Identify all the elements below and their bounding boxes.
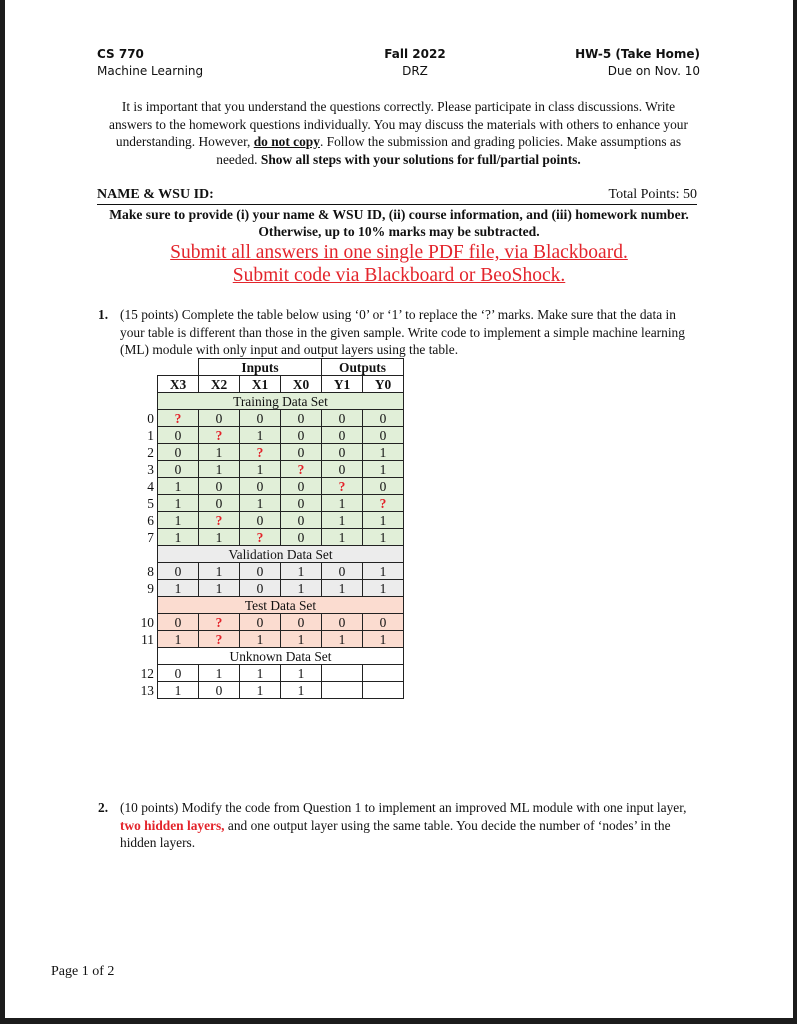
table-cell-x1: 1 [240, 682, 281, 699]
section-label: Unknown Data Set [158, 648, 404, 665]
table-cell-x3: ? [158, 410, 199, 427]
row-index: 5 [130, 495, 158, 512]
table-row [130, 427, 404, 444]
table-cell-x1: 0 [240, 614, 281, 631]
table-cell-y0: 1 [363, 580, 404, 597]
table-cell-x2: ? [199, 427, 240, 444]
column-header-y1: Y1 [322, 376, 363, 393]
table-cell-x1: 0 [240, 410, 281, 427]
table-cell-y1 [322, 682, 363, 699]
table-cell-x3: 0 [158, 614, 199, 631]
intro-text-1: It is important that you understand the questions correctly. Please participate in class discussions. Write answers to the homework questions individually. You may discuss the materials with others to enhance your understanding. However, [109, 99, 688, 149]
table-row [130, 563, 404, 580]
frame-left-edge [0, 0, 5, 1024]
question-2-text-1: (10 points) Modify the code from Question 1 to implement an improved ML module with one input layer, [120, 800, 687, 815]
page-number: Page 1 of 2 [51, 964, 115, 979]
question-1 [98, 306, 698, 359]
data-table [130, 358, 404, 699]
table-cell-y0: 0 [363, 410, 404, 427]
table-cell-y1: 1 [322, 529, 363, 546]
table-row [130, 580, 404, 597]
row-index: 11 [130, 631, 158, 648]
table-cell-y1 [322, 665, 363, 682]
table-cell-x2: 1 [199, 563, 240, 580]
table-cell-y0: 1 [363, 461, 404, 478]
row-index: 12 [130, 665, 158, 682]
table-cell-x0: 0 [281, 444, 322, 461]
table-cell-x2: 1 [199, 461, 240, 478]
row-index: 7 [130, 529, 158, 546]
frame-right-edge [793, 0, 797, 1024]
table-cell-x1: 0 [240, 478, 281, 495]
table-cell-x2: ? [199, 512, 240, 529]
table-cell-y0: 1 [363, 529, 404, 546]
table-row [130, 682, 404, 699]
table-cell-x1: ? [240, 444, 281, 461]
table-cell-x3: 0 [158, 427, 199, 444]
total-points: Total Points: 50 [608, 187, 697, 202]
section-label: Training Data Set [158, 393, 404, 410]
table-cell-x1: 0 [240, 563, 281, 580]
table-cell-x2: 0 [199, 478, 240, 495]
table-cell-y1: 0 [322, 563, 363, 580]
table-cell-x0: 0 [281, 427, 322, 444]
table-cell-x3: 1 [158, 580, 199, 597]
section-row [130, 546, 404, 563]
table-cell-y1: 0 [322, 461, 363, 478]
table-cell-y1: 0 [322, 444, 363, 461]
question-1-text: (15 points) Complete the table below using ‘0’ or ‘1’ to replace the ‘?’ marks. Make sure that the data in your table is different than those in the given sample. Write code to implement a simple machine learning (ML) module with only input and output layers using the table. [120, 307, 685, 357]
frame-bottom-edge [0, 1018, 797, 1024]
table-corner [130, 359, 158, 376]
table-cell-y0: 0 [363, 478, 404, 495]
table-cell-y0: 1 [363, 631, 404, 648]
table-cell-x2: 0 [199, 410, 240, 427]
row-index: 8 [130, 563, 158, 580]
table-cell-x3: 1 [158, 529, 199, 546]
course-subject: Machine Learning [97, 64, 204, 78]
table-cell-x1: 0 [240, 580, 281, 597]
table-cell-x1: ? [240, 529, 281, 546]
table-cell-y1: 1 [322, 631, 363, 648]
table-cell-x2: 1 [199, 665, 240, 682]
table-cell-y0: 1 [363, 512, 404, 529]
header-left [97, 46, 203, 80]
table-cell-x1: 1 [240, 461, 281, 478]
intro-bold-end: Show all steps with your solutions for full/partial points. [260, 151, 581, 167]
group-inputs: Inputs [199, 359, 322, 376]
header-right [575, 46, 700, 80]
table-cell-x2: 1 [199, 529, 240, 546]
table-cell-y0: ? [363, 495, 404, 512]
course-code: CS 770 [97, 47, 144, 61]
row-index: 9 [130, 580, 158, 597]
table-row [130, 444, 404, 461]
question-2-number: 2. [98, 800, 109, 815]
table-group-header-row [130, 359, 404, 376]
table-cell-y0: 1 [363, 444, 404, 461]
section-row [130, 648, 404, 665]
table-row [130, 410, 404, 427]
table-cell-y0: 1 [363, 563, 404, 580]
row-index: 3 [130, 461, 158, 478]
table-corner-x3 [158, 359, 199, 376]
table-row [130, 461, 404, 478]
table-cell-x2: ? [199, 614, 240, 631]
table-cell-x2: 1 [199, 444, 240, 461]
question-2 [98, 799, 698, 852]
column-header-y0: Y0 [363, 376, 404, 393]
table-row [130, 529, 404, 546]
table-cell-x2: 0 [199, 495, 240, 512]
table-cell-y1: ? [322, 478, 363, 495]
table-cell-x1: 1 [240, 495, 281, 512]
name-row [97, 186, 697, 205]
table-cell-x1: 1 [240, 665, 281, 682]
table-cell-y0: 0 [363, 614, 404, 631]
column-header-index [130, 376, 158, 393]
table-row [130, 665, 404, 682]
table-cell-x0: 0 [281, 614, 322, 631]
table-cell-x0: 1 [281, 563, 322, 580]
section-index-cell [130, 546, 158, 563]
table-cell-x0: 1 [281, 580, 322, 597]
group-outputs: Outputs [322, 359, 404, 376]
table-cell-y1: 1 [322, 495, 363, 512]
row-index: 0 [130, 410, 158, 427]
table-cell-x0: 0 [281, 410, 322, 427]
table-row [130, 495, 404, 512]
section-index-cell [130, 648, 158, 665]
name-label: NAME & WSU ID: [97, 187, 214, 202]
table-cell-x3: 1 [158, 512, 199, 529]
question-1-number: 1. [98, 307, 109, 322]
column-header-x3: X3 [158, 376, 199, 393]
table-cell-x0: 1 [281, 682, 322, 699]
table-cell-x3: 0 [158, 444, 199, 461]
table-cell-x1: 0 [240, 512, 281, 529]
table-row [130, 631, 404, 648]
section-index-cell [130, 393, 158, 410]
table-cell-x0: 1 [281, 665, 322, 682]
do-not-copy: do not copy [253, 134, 320, 149]
table-cell-x3: 0 [158, 665, 199, 682]
table-cell-x0: 1 [281, 631, 322, 648]
instructor: DRZ [402, 64, 428, 78]
table-cell-x0: 0 [281, 512, 322, 529]
table-cell-y1: 0 [322, 427, 363, 444]
table-row [130, 614, 404, 631]
table-cell-x1: 1 [240, 631, 281, 648]
row-index: 4 [130, 478, 158, 495]
table-cell-y0 [363, 682, 404, 699]
table-cell-x3: 0 [158, 461, 199, 478]
column-header-x0: X0 [281, 376, 322, 393]
table-cell-y1: 1 [322, 580, 363, 597]
due-date: Due on Nov. 10 [607, 64, 700, 78]
table-cell-y0 [363, 665, 404, 682]
row-index: 2 [130, 444, 158, 461]
table-cell-y1: 0 [322, 410, 363, 427]
table-cell-y1: 1 [322, 512, 363, 529]
question-2-highlight: two hidden layers, [120, 817, 225, 833]
column-header-x2: X2 [199, 376, 240, 393]
row-index: 13 [130, 682, 158, 699]
row-index: 1 [130, 427, 158, 444]
section-row [130, 393, 404, 410]
table-cell-x1: 1 [240, 427, 281, 444]
assignment-title: HW-5 (Take Home) [575, 47, 700, 61]
intro-text-2: . Follow the submission and grading policies. Make assumptions as needed. [216, 134, 682, 167]
section-label: Test Data Set [158, 597, 404, 614]
submit-line-1: Submit all answers in one single PDF file, via Blackboard. [170, 242, 628, 263]
table-cell-x0: ? [281, 461, 322, 478]
table-cell-x3: 1 [158, 682, 199, 699]
table-cell-x3: 1 [158, 478, 199, 495]
section-row [130, 597, 404, 614]
table-cell-x3: 1 [158, 631, 199, 648]
header-center [340, 46, 490, 80]
table-row [130, 478, 404, 495]
row-index: 6 [130, 512, 158, 529]
table-cell-x3: 0 [158, 563, 199, 580]
provide-notice: Make sure to provide (i) your name & WSU ID, (ii) course information, and (iii) homework number. Otherwise, up to 10% marks may be subtracted. [109, 207, 689, 239]
section-index-cell [130, 597, 158, 614]
table-cell-y0: 0 [363, 427, 404, 444]
intro-paragraph [100, 98, 697, 168]
table-cell-x0: 0 [281, 495, 322, 512]
table-cell-x0: 0 [281, 478, 322, 495]
table-column-header-row [130, 376, 404, 393]
submit-line-2: Submit code via Blackboard or BeoShock. [232, 265, 566, 286]
table-row [130, 512, 404, 529]
table-cell-x2: ? [199, 631, 240, 648]
table-cell-x0: 0 [281, 529, 322, 546]
row-index: 10 [130, 614, 158, 631]
question-2-text-2: and one output layer using the same table. You decide the number of ‘nodes’ in the hidden layers. [120, 817, 671, 850]
table-cell-x2: 1 [199, 580, 240, 597]
section-label: Validation Data Set [158, 546, 404, 563]
submit-notice [97, 241, 701, 287]
table-cell-x3: 1 [158, 495, 199, 512]
table-cell-x2: 0 [199, 682, 240, 699]
column-header-x1: X1 [240, 376, 281, 393]
table-cell-y1: 0 [322, 614, 363, 631]
term: Fall 2022 [384, 47, 446, 61]
